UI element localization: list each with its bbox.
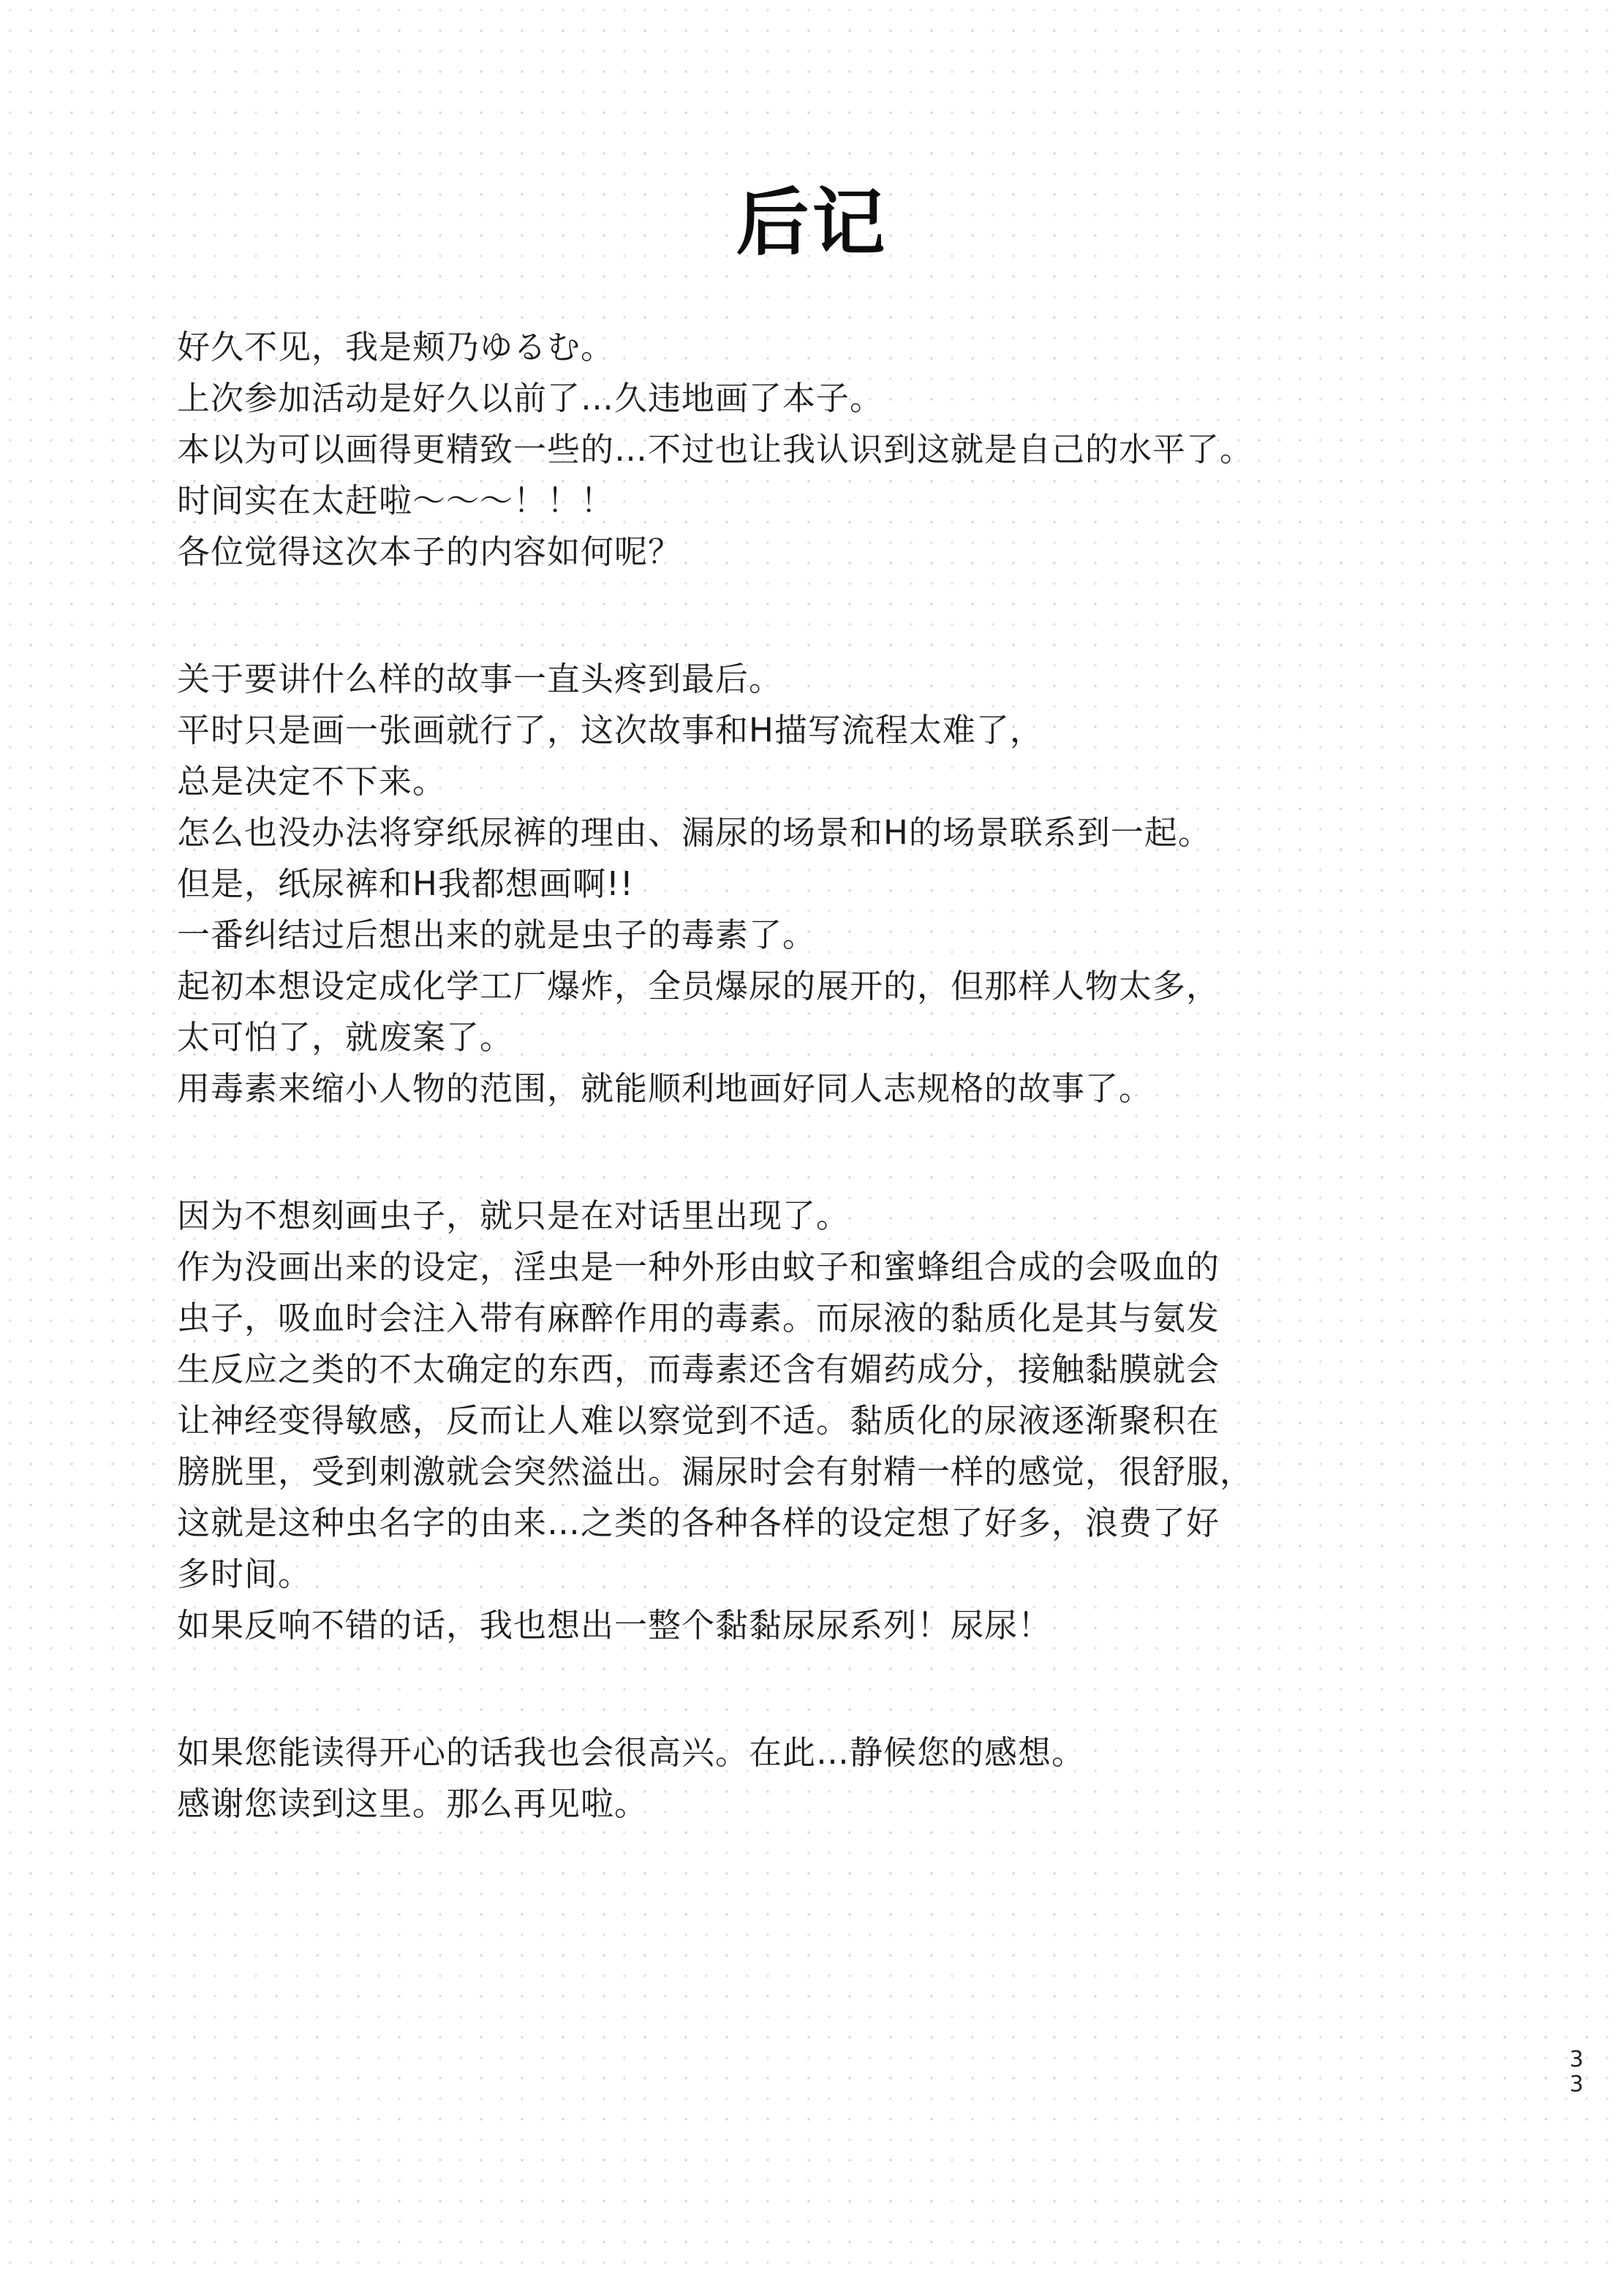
text-line: 本以为可以画得更精致一些的…不过也让我认识到这就是自己的水平了。 bbox=[177, 430, 1254, 469]
text-line: 太可怕了，就废案了。 bbox=[177, 1018, 514, 1057]
text-line: 但是，纸尿裤和H我都想画啊!! bbox=[177, 864, 634, 903]
text-line: 关于要讲什么样的故事一直头疼到最后。 bbox=[177, 660, 783, 698]
paragraph-greeting bbox=[177, 322, 1552, 578]
text-line: 起初本想设定成化学工厂爆炸，全员爆尿的展开的，但那样人物太多， bbox=[177, 967, 1220, 1005]
page-number-digit: 3 bbox=[1569, 2072, 1584, 2097]
paragraph-closing bbox=[177, 1727, 1552, 1830]
text-line: 这就是这种虫名字的由来…之类的各种各样的设定想了好多，浪费了好 bbox=[177, 1503, 1220, 1542]
text-line: 多时间。 bbox=[177, 1555, 312, 1593]
text-line: 时间实在太赶啦～～～！！！ bbox=[177, 481, 615, 520]
text-line: 因为不想刻画虫子，就只是在对话里出现了。 bbox=[177, 1196, 850, 1235]
text-line: 让神经变得敏感，反而让人难以察觉到不适。黏质化的尿液逐渐聚积在 bbox=[177, 1401, 1220, 1440]
text-line: 生反应之类的不太确定的东西，而毒素还含有媚药成分，接触黏膜就会 bbox=[177, 1350, 1220, 1389]
text-line: 各位觉得这次本子的内容如何呢？ bbox=[177, 532, 682, 571]
afterword-body bbox=[177, 322, 1552, 1830]
page-number-digit: 3 bbox=[1569, 2047, 1584, 2072]
text-line: 如果您能读得开心的话我也会很高兴。在此…静候您的感想。 bbox=[177, 1733, 1086, 1772]
text-line: 上次参加活动是好久以前了…久违地画了本子。 bbox=[177, 379, 884, 418]
text-line: 怎么也没办法将穿纸尿裤的理由、漏尿的场景和H的场景联系到一起。 bbox=[177, 813, 1212, 852]
text-line: 好久不见，我是颊乃ゆるむ。 bbox=[177, 328, 615, 366]
paragraph-story bbox=[177, 654, 1552, 1114]
text-line: 用毒素来缩小人物的范围，就能顺利地画好同人志规格的故事了。 bbox=[177, 1069, 1153, 1108]
paragraph-setting bbox=[177, 1190, 1552, 1651]
text-line: 一番纠结过后想出来的就是虫子的毒素了。 bbox=[177, 916, 817, 954]
text-line: 总是决定不下来。 bbox=[177, 762, 447, 801]
text-line: 作为没画出来的设定，淫虫是一种外形由蚊子和蜜蜂组合成的会吸血的 bbox=[177, 1248, 1220, 1286]
text-line: 虫子，吸血时会注入带有麻醉作用的毒素。而尿液的黏质化是其与氨发 bbox=[177, 1299, 1220, 1337]
text-line: 平时只是画一张画就行了，这次故事和H描写流程太难了， bbox=[177, 711, 1043, 750]
page-title: 后记 bbox=[736, 180, 888, 265]
text-line: 膀胱里，受到刺激就会突然溢出。漏尿时会有射精一样的感觉，很舒服， bbox=[177, 1452, 1254, 1491]
text-line: 感谢您读到这里。那么再见啦。 bbox=[177, 1784, 649, 1823]
page-number bbox=[1562, 2048, 1591, 2097]
text-line: 如果反响不错的话，我也想出一整个黏黏尿尿系列！尿尿！ bbox=[177, 1606, 1052, 1645]
